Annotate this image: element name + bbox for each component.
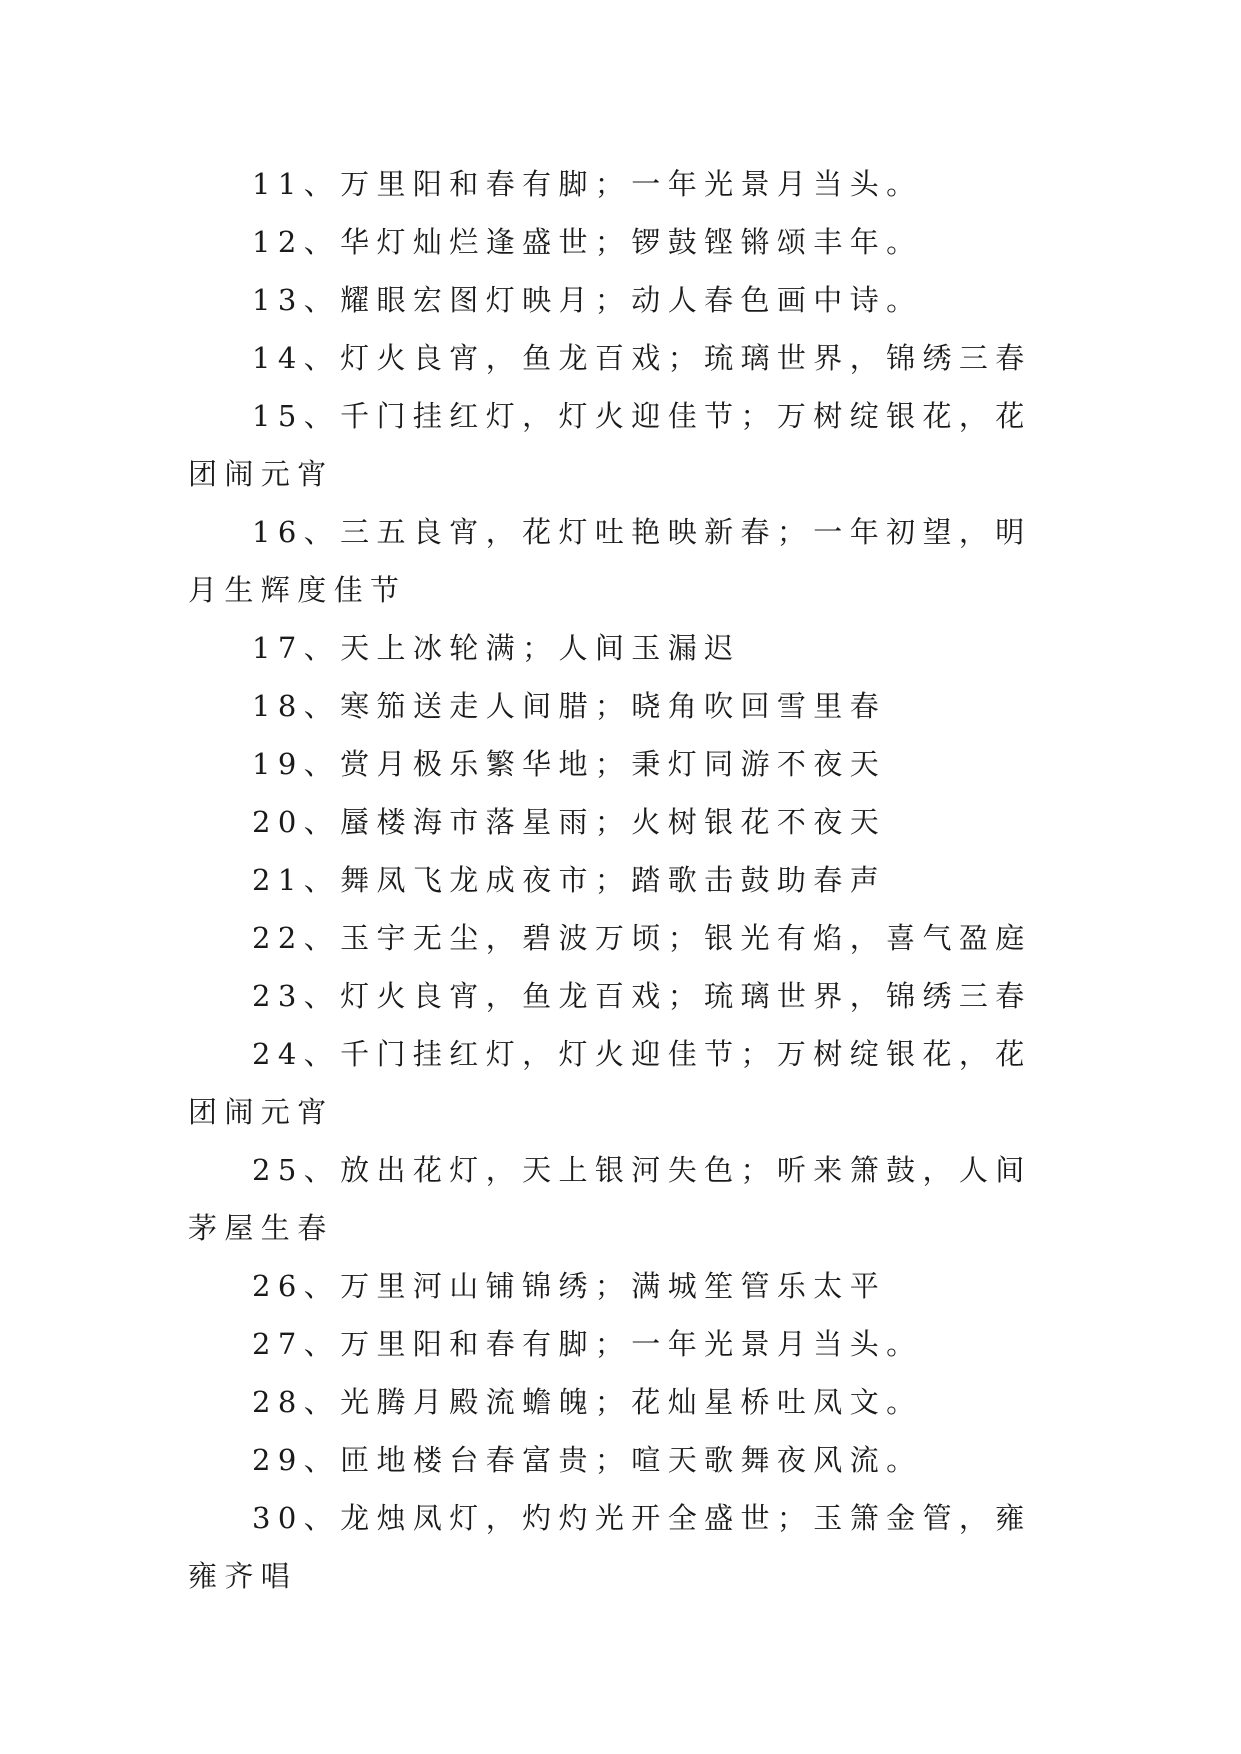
paragraph-13: 13、耀眼宏图灯映月；动人春色画中诗。 — [252, 283, 923, 317]
paragraph-20: 20、蜃楼海市落星雨；火树银花不夜天 — [252, 805, 887, 839]
paragraph-22: 22、玉宇无尘，碧波万顷；银光有焰，喜气盈庭 — [252, 921, 1032, 955]
paragraph-11: 11、万里阳和春有脚；一年光景月当头。 — [252, 167, 923, 201]
paragraph-26: 26、万里河山铺锦绣；满城笙管乐太平 — [252, 1269, 887, 1303]
paragraph-19: 19、赏月极乐繁华地；秉灯同游不夜天 — [252, 747, 887, 781]
paragraph-30: 30、龙烛凤灯，灼灼光开全盛世；玉箫金管，雍雍齐唱 — [188, 1501, 1032, 1593]
paragraph-14: 14、灯火良宵，鱼龙百戏；琉璃世界，锦绣三春 — [252, 341, 1032, 375]
paragraph-23: 23、灯火良宵，鱼龙百戏；琉璃世界，锦绣三春 — [252, 979, 1032, 1013]
paragraph-27: 27、万里阳和春有脚；一年光景月当头。 — [252, 1327, 923, 1361]
paragraph-12: 12、华灯灿烂逢盛世；锣鼓铿锵颂丰年。 — [252, 225, 923, 259]
paragraph-21: 21、舞凤飞龙成夜市；踏歌击鼓助春声 — [252, 863, 887, 897]
paragraph-24: 24、千门挂红灯，灯火迎佳节；万树绽银花，花团闹元宵 — [188, 1037, 1032, 1129]
paragraph-15: 15、千门挂红灯，灯火迎佳节；万树绽银花，花团闹元宵 — [188, 399, 1032, 491]
paragraph-16: 16、三五良宵，花灯吐艳映新春；一年初望，明月生辉度佳节 — [188, 515, 1032, 607]
document-body — [188, 155, 1054, 1605]
paragraph-25: 25、放出花灯，天上银河失色；听来箫鼓，人间茅屋生春 — [188, 1153, 1032, 1245]
paragraph-17: 17、天上冰轮满；人间玉漏迟 — [252, 631, 741, 665]
paragraph-18: 18、寒笳送走人间腊；晓角吹回雪里春 — [252, 689, 887, 723]
paragraph-29: 29、匝地楼台春富贵；喧天歌舞夜风流。 — [252, 1443, 923, 1477]
paragraph-28: 28、光腾月殿流蟾魄；花灿星桥吐凤文。 — [252, 1385, 923, 1419]
